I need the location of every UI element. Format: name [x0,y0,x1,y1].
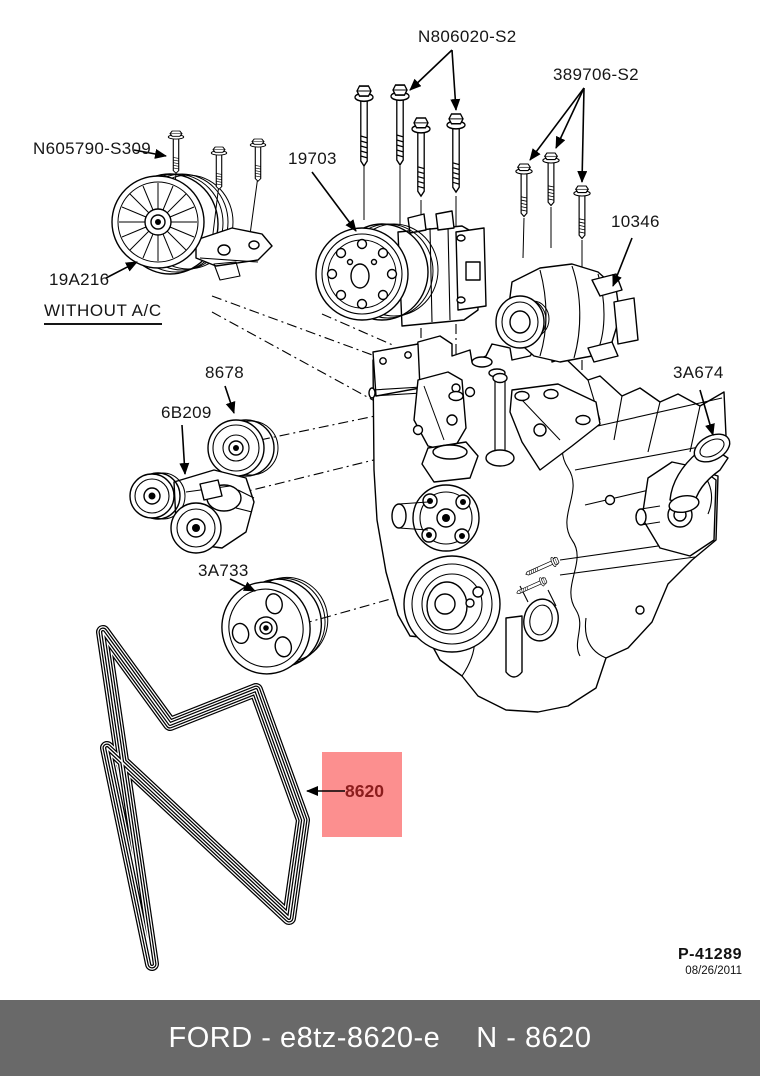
label-8678: 8678 [205,363,245,382]
belt-tensioner [130,470,254,553]
idler-pulley-8678 [208,420,278,476]
label-19703: 19703 [288,149,337,168]
serpentine-belt [103,632,303,964]
label-8620-highlighted[interactable]: 8620 [345,781,384,801]
ac-compressor [316,211,486,326]
footer-catalog-part: N - 8620 [476,1021,592,1054]
bolts-389706 [516,153,590,238]
footer-brand-part: FORD - e8tz-8620-e [168,1021,441,1054]
label-n605790: N605790-S309 [33,139,151,158]
footer-part-bar [0,1000,760,1076]
water-pump-pulley [213,570,337,682]
label-n806020: N806020-S2 [418,27,517,46]
label-3a733: 3A733 [198,561,249,580]
label-without-ac: WITHOUT A/C [44,301,162,325]
label-3a674: 3A674 [673,363,724,382]
label-6b209: 6B209 [161,403,212,422]
plate-date: 08/26/2011 [685,965,742,977]
plate-number: P-41289 [678,946,742,963]
idler-pulley-ac-delete [112,174,272,280]
label-10346: 10346 [611,212,660,231]
label-19a216: 19A216 [49,270,110,289]
bolts-n806020 [355,85,465,196]
bolts-n605790 [168,131,265,189]
label-389706: 389706-S2 [553,65,639,84]
idler-bracket [196,228,272,280]
plate-info [602,946,742,977]
